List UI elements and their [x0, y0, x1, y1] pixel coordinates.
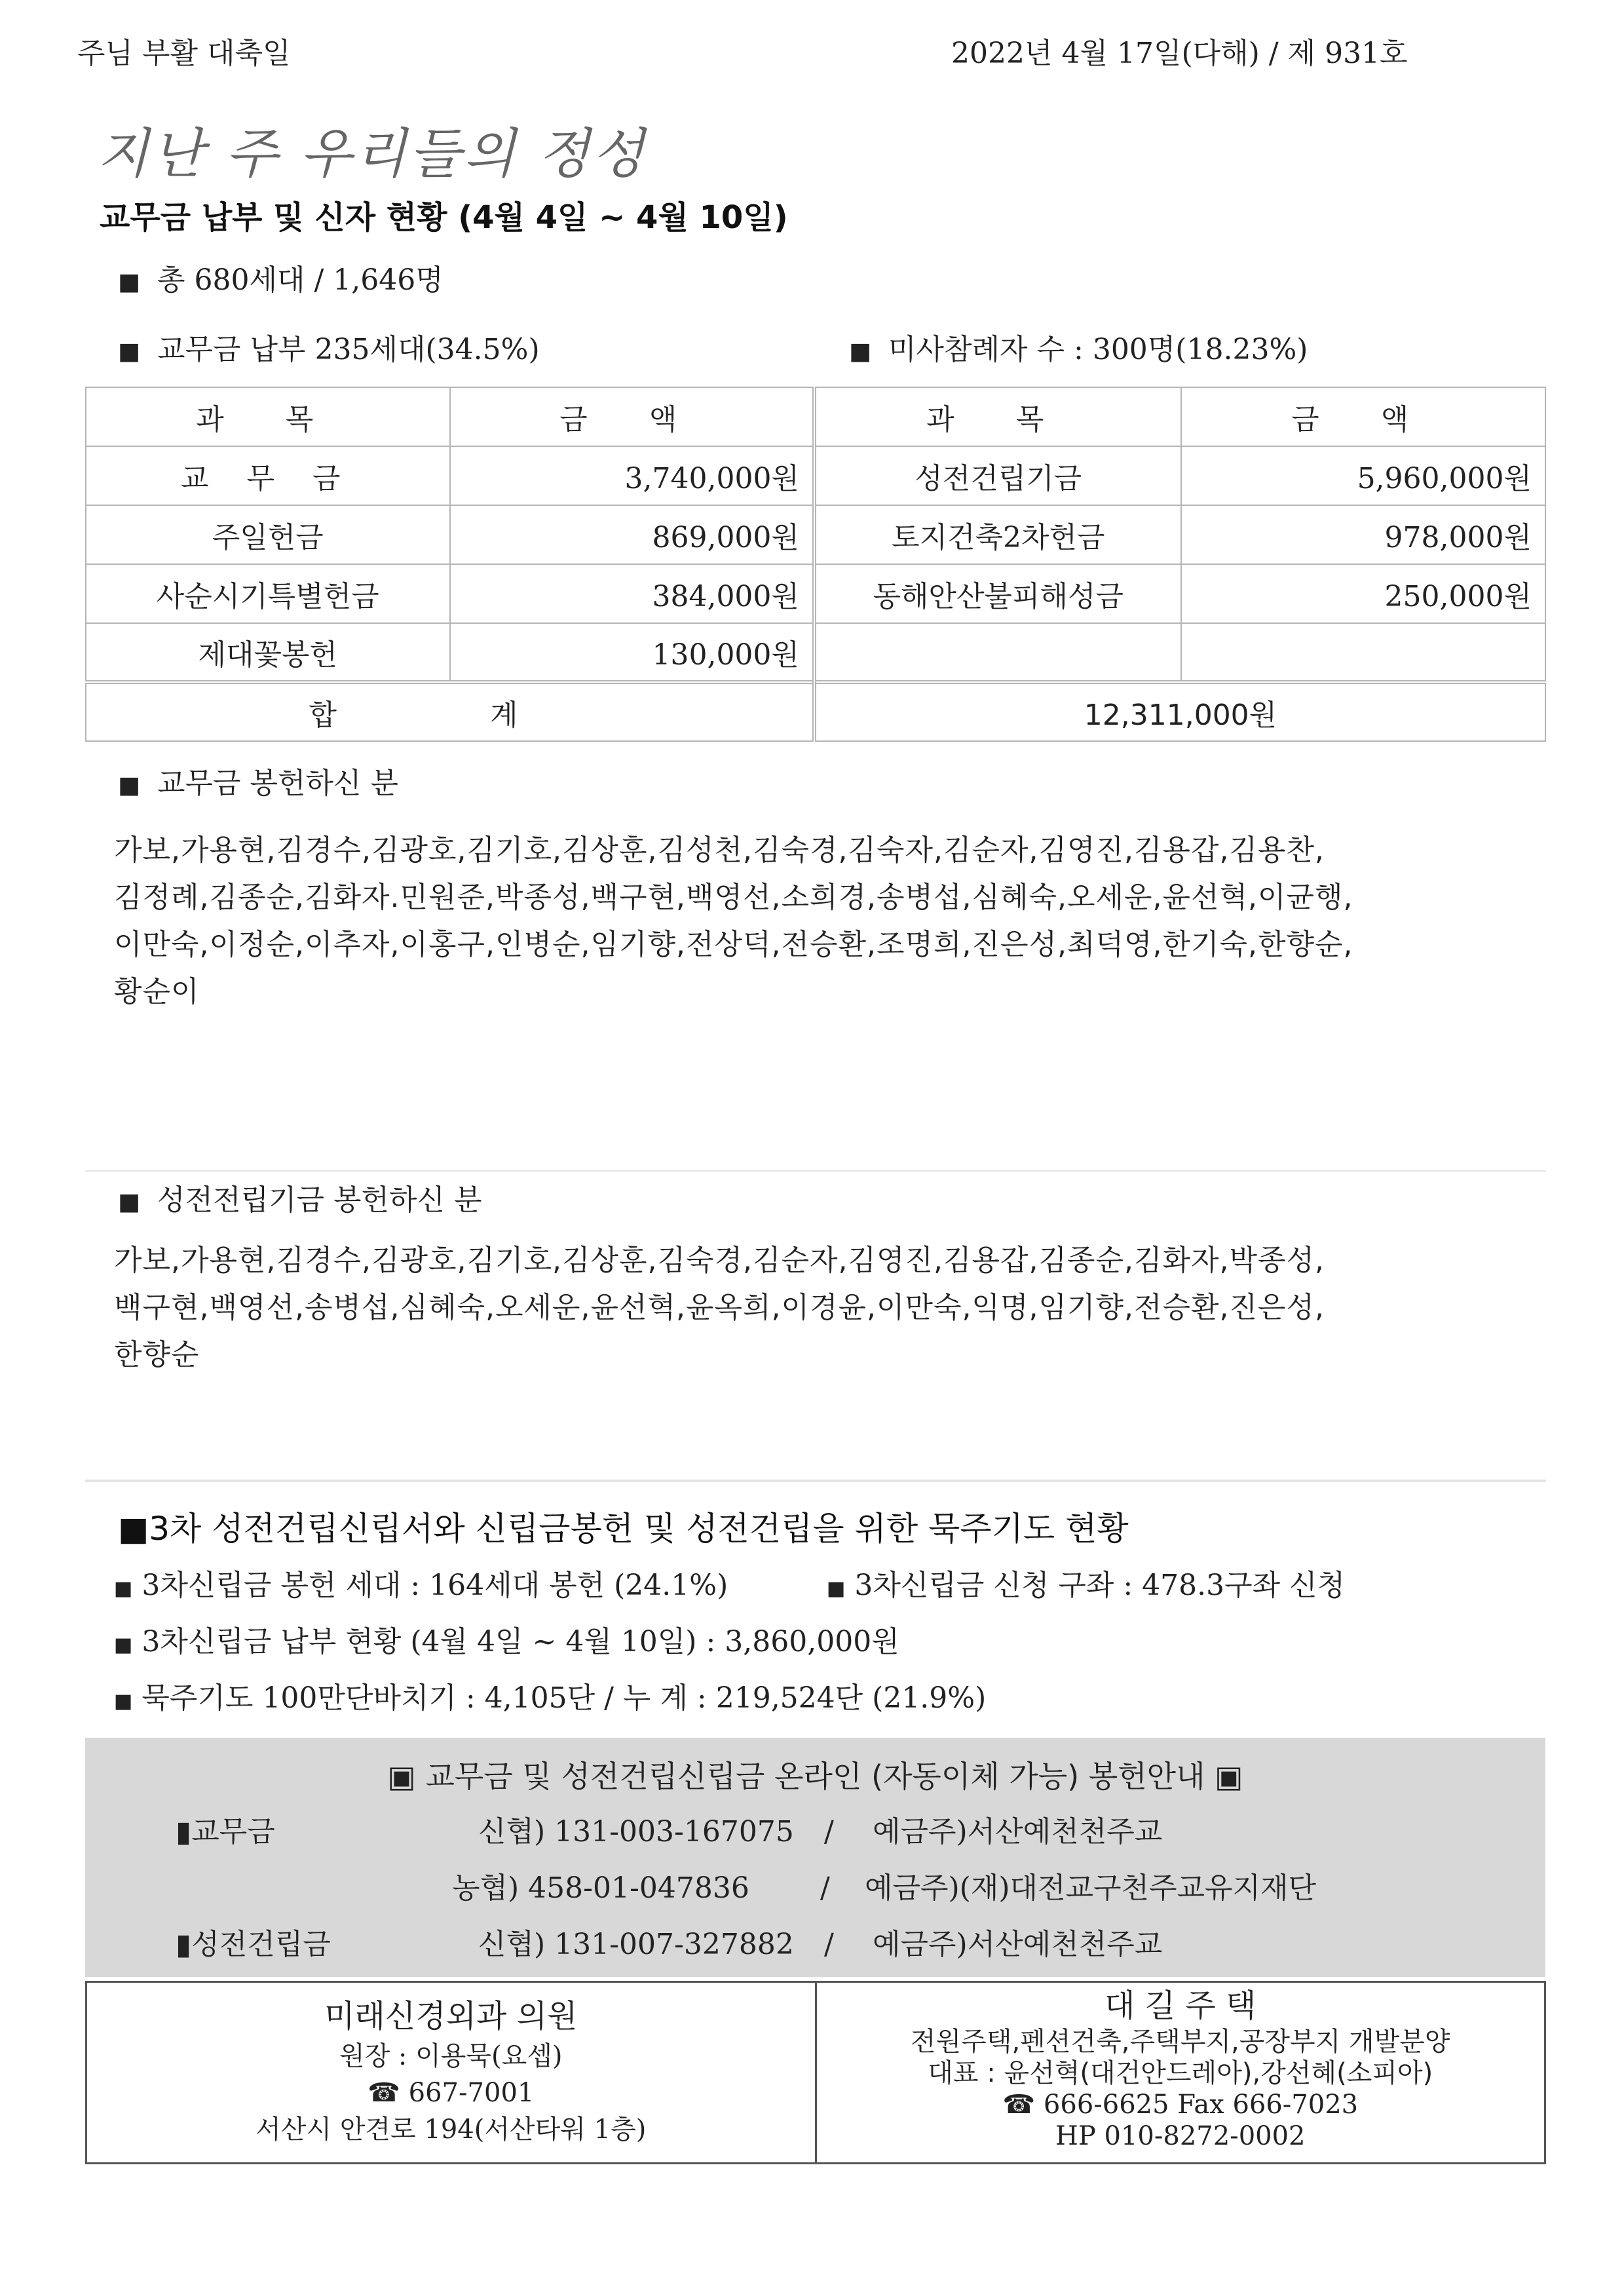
table-header-cell — [450, 387, 814, 446]
phase3-units — [827, 1566, 1345, 1609]
table-cell: 5,960,000원 — [1181, 446, 1545, 505]
section-divider — [85, 1480, 1546, 1482]
summary-tithe-paid — [118, 330, 540, 372]
ad-clinic-name: 미래신경외과 의원 — [324, 1998, 578, 2035]
account-label-tithe: ▮교무금 — [176, 1815, 275, 1848]
account-separator: / — [824, 1928, 834, 1961]
tithe-donors-heading — [118, 764, 398, 805]
building-donors-heading — [118, 1181, 482, 1222]
summary-mass-attendance — [849, 330, 1308, 372]
ad-housing-desc: 전원주택,펜션건축,주택부지,공장부지 개발분양 — [910, 2027, 1450, 2057]
table-cell: 동해안산불피해성금 — [814, 564, 1181, 623]
ad-housing-name: 대 길 주 택 — [1105, 1987, 1256, 2024]
summary-mass-attendance-text: 미사참례자 수 : 300명(18.23%) — [888, 333, 1308, 366]
page-title: 지난 주 우리들의 정성 — [97, 123, 647, 185]
advertisement-box — [85, 1981, 1546, 2164]
ad-clinic-phone: ☎ 667-7001 — [368, 2078, 535, 2108]
total-label — [86, 682, 814, 741]
phase3-rosary-text: 묵주기도 100만단바치기 : 4,105단 / 누 계 : 219,524단 (21.9%) — [142, 1681, 987, 1715]
phase3-payment — [114, 1622, 899, 1665]
bulletin-date-issue: 2022년 4월 17일(다해) / 제 931호 — [951, 37, 1408, 70]
bullet-square-icon: ■ — [849, 338, 872, 365]
table-cell: 250,000원 — [1181, 564, 1545, 623]
header-text: 과 목 — [196, 403, 340, 436]
total-value: 12,311,000원 — [814, 682, 1545, 741]
donor-line: 가보,가용현,김경수,김광호,김기호,김상훈,김숙경,김순자,김영진,김용갑,김종순,김화자,박종성, — [114, 1244, 1325, 1277]
total-label-text: 합 계 — [309, 698, 590, 732]
table-row — [86, 446, 1545, 505]
ad-housing-phone: ☎ 666-6625 Fax 666-7023 — [1002, 2090, 1359, 2120]
donor-line: 황순이 — [114, 975, 200, 1008]
ad-housing-hp: HP 010-8272-0002 — [1055, 2121, 1306, 2151]
table-cell: 384,000원 — [450, 564, 814, 623]
header-text: 금 액 — [559, 403, 704, 436]
table-cell: 130,000원 — [450, 623, 814, 682]
bullet-square-icon: ■ — [118, 269, 141, 296]
bullet-square-icon: ■ — [118, 338, 141, 365]
table-row — [86, 564, 1545, 623]
online-offering-title: ▣ 교무금 및 성전건립신립금 온라인 (자동이체 가능) 봉헌안내 ▣ — [387, 1759, 1243, 1794]
summary-households-text: 총 680세대 / 1,646명 — [157, 263, 444, 297]
table-row — [86, 505, 1545, 564]
table-cell — [814, 623, 1181, 682]
table-cell: 주일헌금 — [86, 505, 450, 564]
bullet-square-icon: ■ — [114, 1634, 133, 1656]
account-label-building: ▮성전건립금 — [176, 1928, 331, 1961]
account-holder: 예금주)서산예천천주교 — [873, 1928, 1163, 1961]
donor-line: 이만숙,이정순,이추자,이홍구,인병순,임기향,전상덕,전승환,조명희,진은성,최덕영,한기숙,한향순, — [114, 928, 1353, 961]
table-cell: 성전건립기금 — [814, 446, 1181, 505]
donor-line: 가보,가용현,김경수,김광호,김기호,김상훈,김성천,김숙경,김숙자,김순자,김영진,김용갑,김용찬, — [114, 833, 1325, 867]
table-header-cell — [86, 387, 450, 446]
table-cell: 869,000원 — [450, 505, 814, 564]
ad-clinic — [87, 1983, 815, 2162]
table-cell: 3,740,000원 — [450, 446, 814, 505]
summary-tithe-paid-text: 교무금 납부 235세대(34.5%) — [157, 333, 540, 366]
bullet-square-icon: ■ — [827, 1577, 846, 1600]
section-divider — [85, 1170, 1546, 1172]
table-cell: 토지건축2차헌금 — [814, 505, 1181, 564]
phase3-households-text: 3차신립금 봉헌 세대 : 164세대 봉헌 (24.1%) — [142, 1569, 728, 1602]
account-separator: / — [820, 1871, 830, 1905]
building-donors-list — [114, 1237, 1542, 1379]
table-header-row — [86, 387, 1545, 446]
summary-households — [118, 261, 444, 302]
account-separator: / — [824, 1815, 834, 1848]
table-row — [86, 623, 1545, 682]
ad-housing — [815, 1983, 1545, 2162]
account-holder: 예금주)(재)대전교구천주교유지재단 — [865, 1871, 1317, 1905]
phase3-households — [114, 1566, 728, 1609]
section-subtitle: 교무금 납부 및 신자 현황 (4월 4일 ~ 4월 10일) — [100, 199, 788, 236]
ad-clinic-director: 원장 : 이용묵(요셉) — [339, 2041, 563, 2071]
bulletin-occasion: 주님 부활 대축일 — [77, 37, 291, 70]
table-cell — [1181, 623, 1545, 682]
building-donors-heading-text: 성전전립기금 봉헌하신 분 — [157, 1183, 482, 1217]
table-cell: 교 무 금 — [86, 446, 450, 505]
phase3-payment-text: 3차신립금 납부 현황 (4월 4일 ~ 4월 10일) : 3,860,000원 — [142, 1625, 899, 1658]
table-header-cell — [1181, 387, 1545, 446]
bullet-square-icon: ■ — [114, 1577, 133, 1600]
table-header-cell — [814, 387, 1181, 446]
table-cell: 978,000원 — [1181, 505, 1545, 564]
account-number: 신협) 131-007-327882 — [478, 1928, 794, 1961]
header-text: 과 목 — [926, 403, 1070, 436]
account-number: 농협) 458-01-047836 — [452, 1871, 749, 1905]
account-number: 신협) 131-003-167075 — [478, 1815, 794, 1848]
ad-clinic-address: 서산시 안견로 194(서산타워 1층) — [255, 2114, 647, 2145]
offering-table — [85, 387, 1546, 742]
phase3-rosary — [114, 1679, 986, 1721]
donor-line: 백구현,백영선,송병섭,심혜숙,오세운,윤선혁,윤옥희,이경윤,이만숙,익명,임기향,전승환,진은성, — [114, 1291, 1325, 1324]
bullet-square-icon: ■ — [114, 1690, 133, 1713]
table-cell: 사순시기특별헌금 — [86, 564, 450, 623]
ad-housing-rep: 대표 : 윤선혁(대건안드레아),강선혜(소피아) — [928, 2058, 1433, 2088]
bullet-square-icon: ■ — [118, 772, 141, 799]
bullet-square-icon: ■ — [118, 1189, 141, 1215]
tithe-donors-heading-text: 교무금 봉헌하신 분 — [157, 767, 399, 800]
donor-line: 김정례,김종순,김화자.민원준,박종성,백구현,백영선,소희경,송병섭,심혜숙,오세운,윤선혁,이균행, — [114, 881, 1353, 914]
header-text: 금 액 — [1291, 403, 1435, 436]
table-total-row — [86, 682, 1545, 741]
tithe-donors-list — [114, 827, 1542, 1016]
phase3-units-text: 3차신립금 신청 구좌 : 478.3구좌 신청 — [854, 1569, 1346, 1602]
table-cell: 제대꽃봉헌 — [86, 623, 450, 682]
account-holder: 예금주)서산예천천주교 — [873, 1815, 1163, 1848]
donor-line: 한향순 — [114, 1338, 200, 1371]
phase3-title: ■3차 성전건립신립서와 신립금봉헌 및 성전건립을 위한 묵주기도 현황 — [118, 1510, 1129, 1548]
